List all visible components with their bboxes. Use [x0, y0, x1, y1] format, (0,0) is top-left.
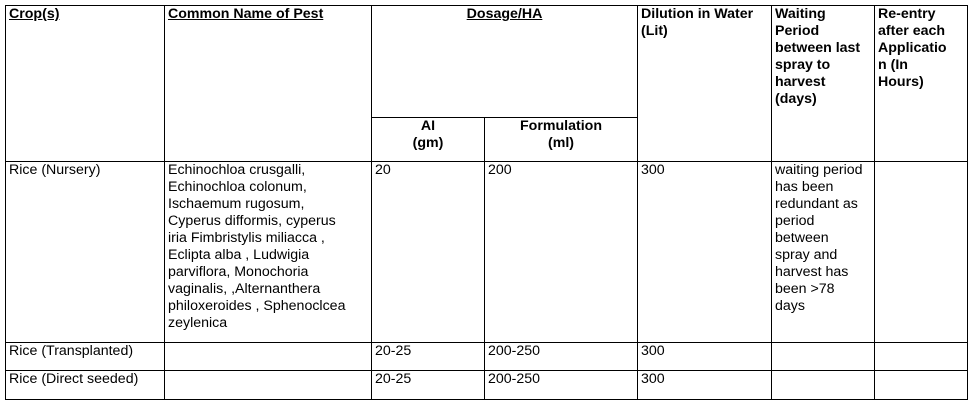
- document-page: [5, 5, 968, 400]
- cell-crop: Rice (Transplanted): [6, 343, 165, 371]
- cell-ai: 20-25: [372, 371, 485, 400]
- header-reentry: Re-entry after each Applicatio n (In Hours): [875, 6, 968, 162]
- cell-formulation: 200-250: [485, 371, 638, 400]
- cell-ai: 20: [372, 162, 485, 343]
- header-dilution: Dilution in Water (Lit): [638, 6, 772, 162]
- header-crops: Crop(s): [6, 6, 165, 162]
- cell-waiting-period: waiting period has been redundant as period between spray and harvest has been >78 days: [772, 162, 875, 343]
- cell-crop: Rice (Nursery): [6, 162, 165, 343]
- cell-reentry: [875, 343, 968, 371]
- table-row: [6, 371, 968, 400]
- cell-dilution: 300: [638, 162, 772, 343]
- cell-pest: [165, 371, 372, 400]
- header-formulation: Formulation (ml): [485, 118, 638, 162]
- cell-reentry: [875, 371, 968, 400]
- table-row: [6, 343, 968, 371]
- header-row: [6, 6, 968, 118]
- cell-crop: Rice (Direct seeded): [6, 371, 165, 400]
- cell-dilution: 300: [638, 343, 772, 371]
- header-ai: AI (gm): [372, 118, 485, 162]
- cell-waiting-period: [772, 371, 875, 400]
- cell-formulation: 200-250: [485, 343, 638, 371]
- cell-reentry: [875, 162, 968, 343]
- cell-pest: [165, 343, 372, 371]
- cell-formulation: 200: [485, 162, 638, 343]
- pest-dosage-table: [5, 5, 968, 400]
- cell-ai: 20-25: [372, 343, 485, 371]
- table-row: [6, 162, 968, 343]
- header-pest: Common Name of Pest: [165, 6, 372, 162]
- cell-pest: Echinochloa crusgalli, Echinochloa colonum, Ischaemum rugosum, Cyperus difformis, cyperus iria Fimbristylis miliacca , Eclipta alba , Ludwigia parviflora, Monochoria vaginalis, ,Alternanthera philoxeroides , Sphenoclcea zeylenica: [165, 162, 372, 343]
- cell-dilution: 300: [638, 371, 772, 400]
- cell-waiting-period: [772, 343, 875, 371]
- header-waiting-period: Waiting Period between last spray to harvest (days): [772, 6, 875, 162]
- header-dosage: Dosage/HA: [372, 6, 638, 118]
